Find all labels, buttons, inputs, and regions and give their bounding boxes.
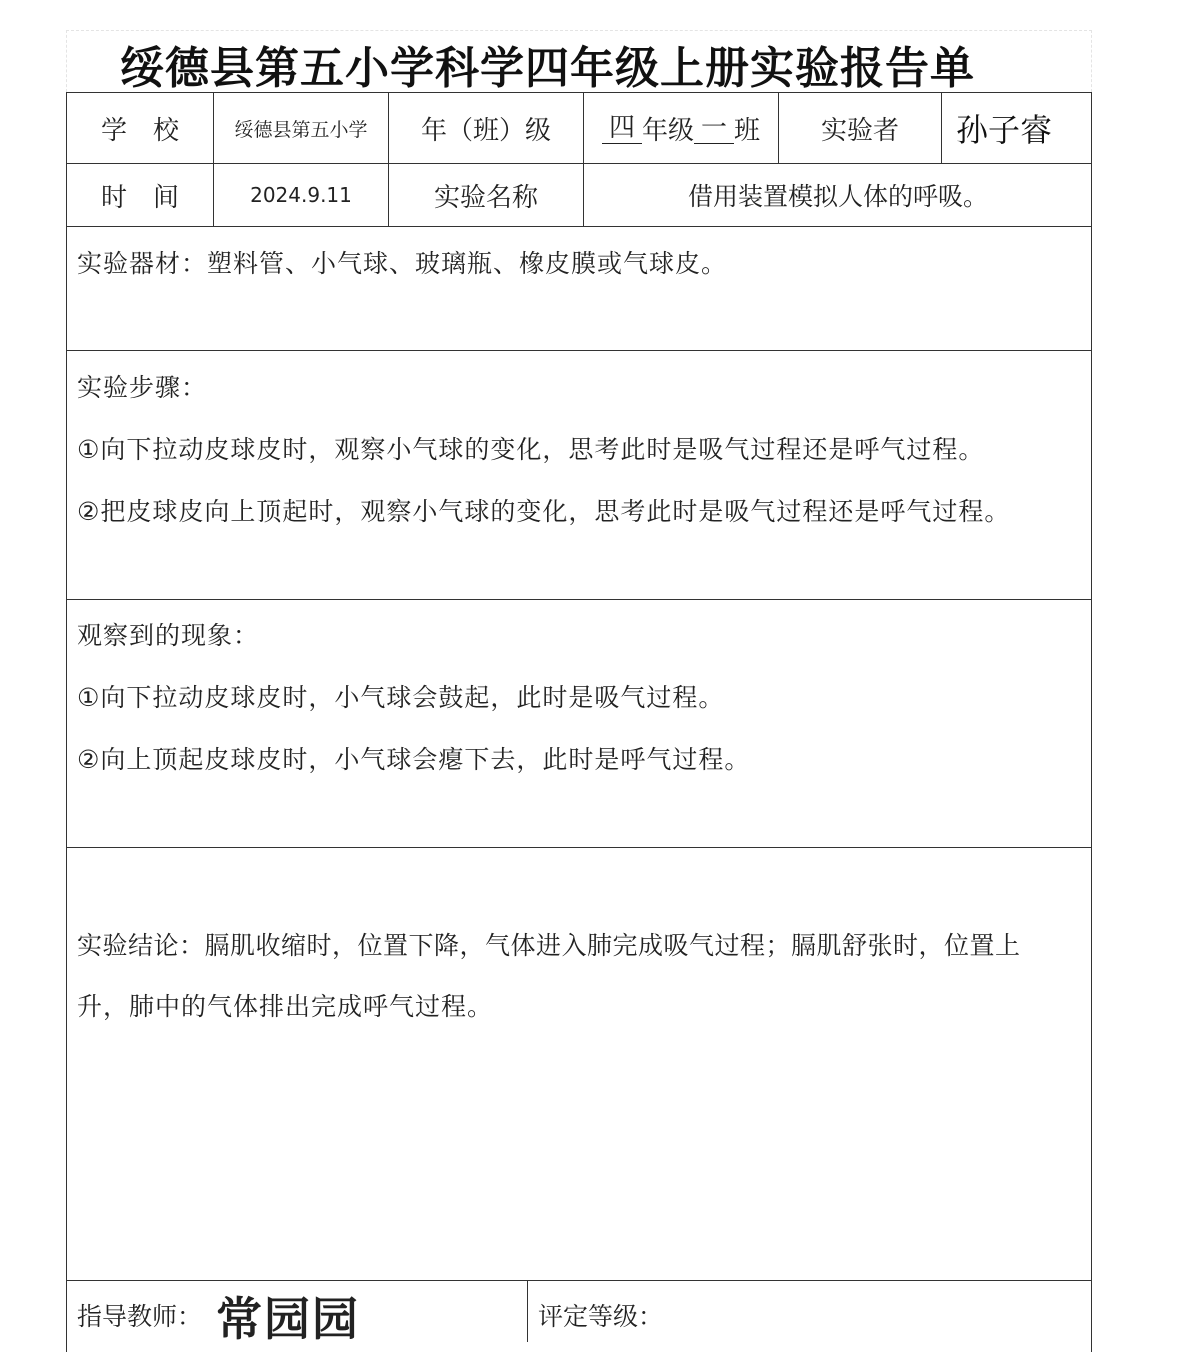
observation-item: ①向下拉动皮球皮时，小气球会鼓起，此时是吸气过程。 [77, 683, 725, 712]
class-text: 班 [734, 115, 761, 146]
conclusion-line: 升，肺中的气体排出完成呼气过程。 [77, 992, 494, 1021]
materials-text: 实验器材：塑料管、小气球、玻璃瓶、橡皮膜或气球皮。 [77, 249, 728, 278]
grade-number: 四 [602, 113, 642, 144]
row-divider [66, 847, 1092, 848]
footer-divider [527, 1280, 528, 1342]
exp-name-label: 实验名称 [433, 182, 538, 213]
observation-item: ②向上顶起皮球皮时，小气球会瘪下去，此时是呼气过程。 [77, 745, 751, 774]
observations-heading: 观察到的现象： [77, 621, 260, 650]
grade-label: 年（班）级 [420, 115, 551, 146]
grade-text: 年级 [641, 115, 694, 146]
steps-heading: 实验步骤： [77, 373, 208, 402]
rating-label: 评定等级： [538, 1302, 664, 1331]
row-divider [66, 599, 1092, 600]
step-item: ①向下拉动皮球皮时，观察小气球的变化，思考此时是吸气过程还是呼气过程。 [77, 435, 985, 464]
step-item: ②把皮球皮向上顶起时，观察小气球的变化，思考此时是吸气过程还是呼气过程。 [77, 497, 1011, 526]
school-label: 学 校 [100, 115, 179, 146]
school-value: 绥德县第五小学 [234, 118, 368, 141]
exp-name-value: 借用装置模拟人体的呼吸。 [687, 182, 988, 211]
conclusion-line: 实验结论：膈肌收缩时，位置下降，气体进入肺完成吸气过程；膈肌舒张时，位置上 [77, 931, 1021, 960]
grade-value [584, 93, 778, 163]
time-label: 时 间 [100, 182, 179, 213]
row-divider [66, 1280, 1092, 1281]
row-divider [66, 226, 1092, 227]
teacher-label: 指导教师： [77, 1302, 203, 1331]
report-title: 绥德县第五小学科学四年级上册实验报告单 [120, 43, 975, 94]
experimenter-label: 实验者 [820, 115, 899, 146]
teacher-signature: 常园园 [216, 1292, 360, 1346]
time-value: 2024.9.11 [250, 183, 352, 207]
class-number: 一 [694, 113, 734, 144]
row-divider [66, 350, 1092, 351]
report-table [66, 92, 1092, 1352]
experimenter-value: 孙子睿 [956, 111, 1053, 149]
